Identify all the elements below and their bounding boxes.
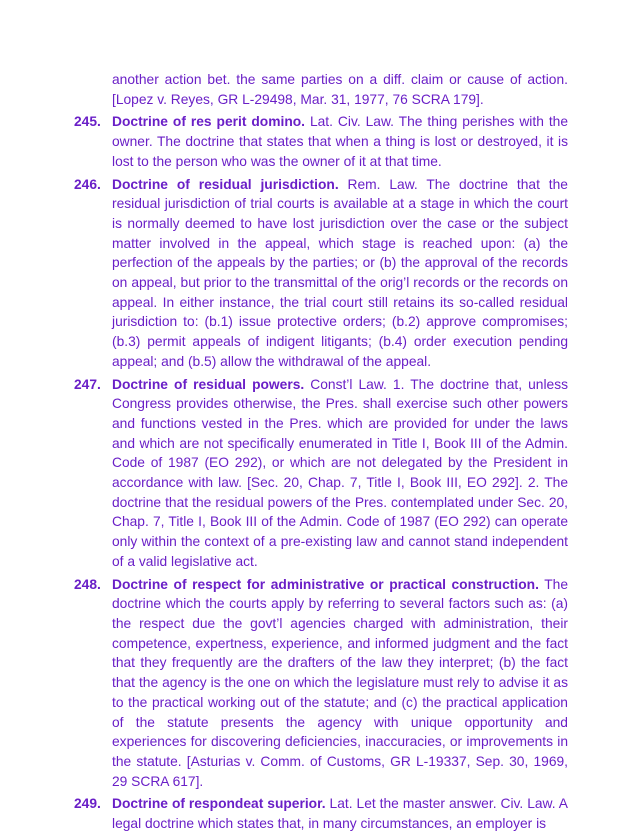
entry-number: 249. bbox=[74, 796, 101, 812]
entry-term: Doctrine of residual jurisdiction. bbox=[112, 176, 339, 192]
entry-number: 248. bbox=[74, 576, 101, 592]
entry-text: The doctrine which the courts apply by referring to several factors such as: (a) the respect due the govt’l agencies charged with administration, their competence, expertness, experience, and informed judgment and the fact that they frequently are the drafters of the law they interpret; (b) the fact that the agency is the one on which the legislature must rely to advise it as to the practical working out of the statute; and (c) the practical application of the statute presents the agency with unique opportunity and experiences for discovering deficiencies, inaccuracies, or improvements in the statute. [Asturias v. Comm. of Customs, GR L-19337, Sep. 30, 1969, 29 SCRA 617]. bbox=[112, 576, 568, 789]
entry-term: Doctrine of res perit domino. bbox=[112, 114, 306, 130]
entry-247 bbox=[74, 375, 568, 572]
entry-number: 245. bbox=[74, 114, 101, 130]
entry-248 bbox=[74, 575, 568, 792]
entry-249 bbox=[74, 794, 568, 833]
entry-text: Lat. Let the master answer. Civ. Law. A legal doctrine which states that, in many circumstances, an employer is bbox=[112, 796, 569, 832]
entry-number: 246. bbox=[74, 176, 101, 192]
entry-text: Const’l Law. 1. The doctrine that, unless Congress provides otherwise, the Pres. shall exercise such other powers and functions vested in the Pres. which are provided for under the laws and which are not specifically enumerated in Title I, Book III of the Admin. Code of 1987 (EO 292), or which are not delegated by the President in accordance with law. [Sec. 20, Chap. 7, Title I, Book III, EO 292]. 2. The doctrine that the residual powers of the Pres. contemplated under Sec. 20, Chap. 7, Title I, Book III of the Admin. Code of 1987 (EO 292) can operate only within the context of a pre-existing law and cannot stand independent of a valid legislative act. bbox=[112, 376, 568, 569]
entry-text: Rem. Law. The doctrine that the residual jurisdiction of trial courts is available at a stage in which the court is normally deemed to have lost jurisdiction over the case or the subject matter involved in the appeal, which stage is reached upon: (a) the perfection of the appeals by the parties; or (b) the approval of the records on appeal, but prior to the transmittal of the orig’l records or the records on appeal. In either instance, the trial court still retains its so-called residual jurisdiction to: (b.1) issue protective orders; (b.2) approve compromises; (b.3) permit appeals of indigent litigants; (b.4) order execution pending appeal; and (b.5) allow the withdrawal of the appeal. bbox=[112, 176, 568, 369]
continuation-paragraph: another action bet. the same parties on a diff. claim or cause of action. [Lopez v. Reyes, GR L-29498, Mar. 31, 1977, 76 SCRA 179]. bbox=[112, 72, 568, 107]
entry-term: Doctrine of respondeat superior. bbox=[112, 796, 326, 812]
entry-245 bbox=[74, 112, 568, 171]
entry-text: Lat. Civ. Law. The thing perishes with the owner. The doctrine that states that when a thing is lost or destroyed, it is lost to the person who was the owner of it at that time. bbox=[112, 114, 568, 169]
entry-246 bbox=[74, 175, 568, 372]
page-content bbox=[74, 70, 568, 837]
entry-term: Doctrine of respect for administrative or practical construction. bbox=[112, 576, 539, 592]
entry-number: 247. bbox=[74, 376, 101, 392]
entry-term: Doctrine of residual powers. bbox=[112, 376, 305, 392]
